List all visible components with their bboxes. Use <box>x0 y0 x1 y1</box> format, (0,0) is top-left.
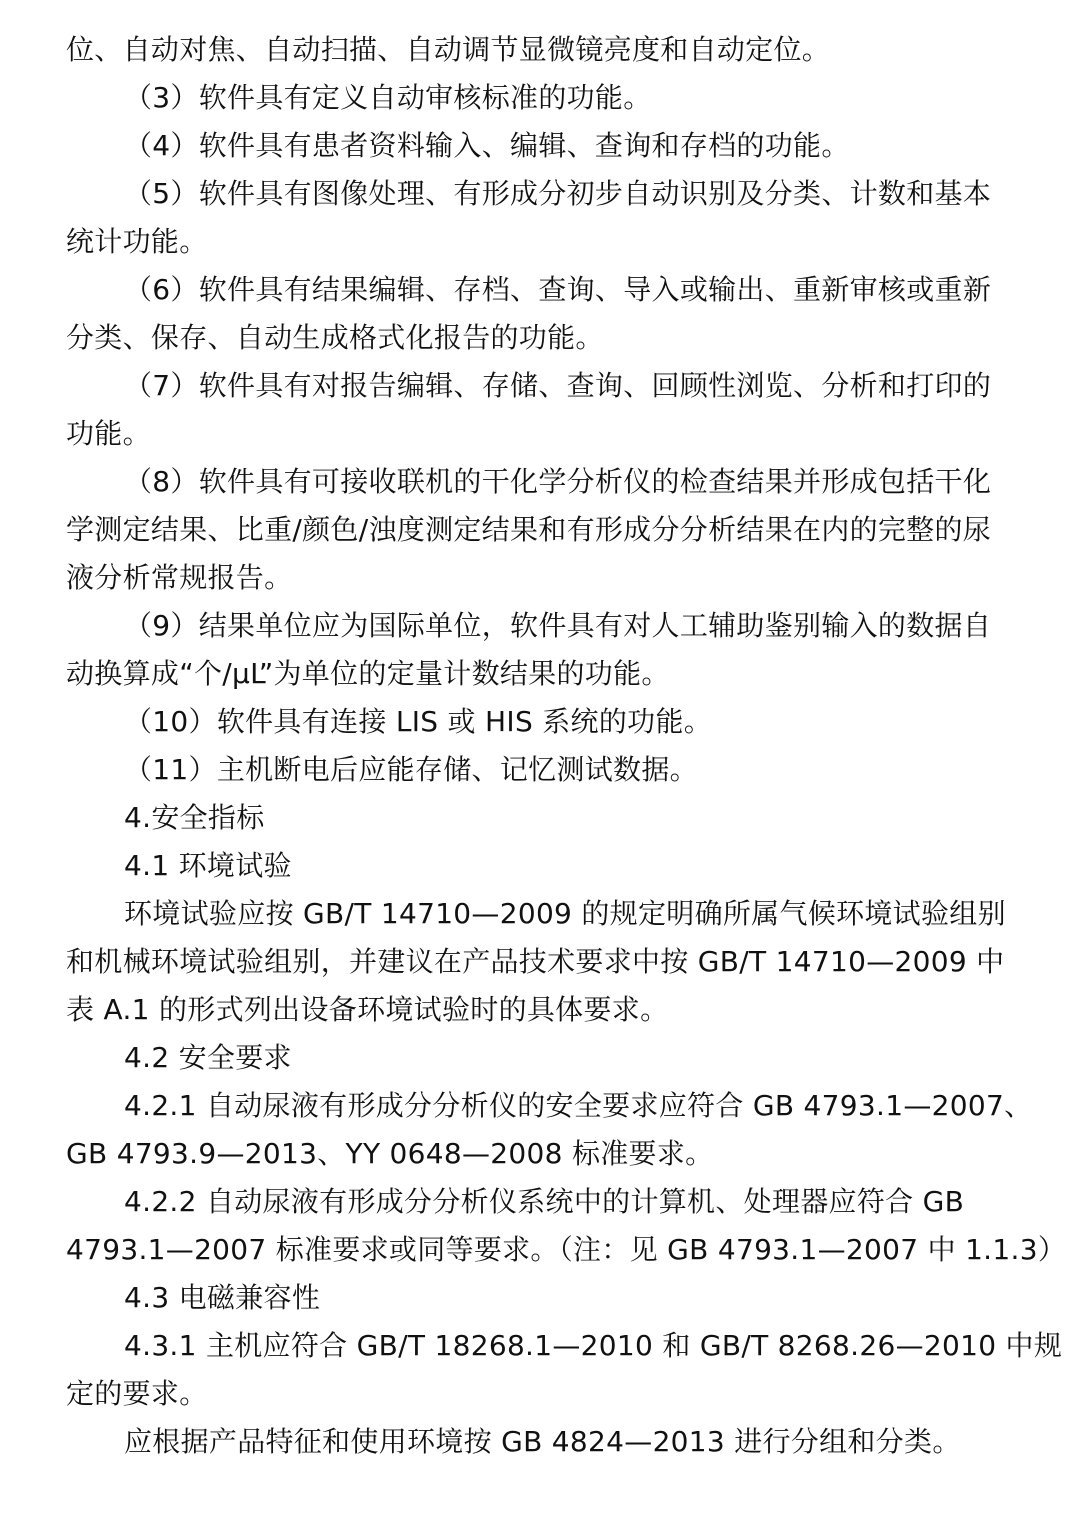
section-4-2-heading: 4.2 安全要求 <box>124 1041 292 1074</box>
item-6-line-1: （6）软件具有结果编辑、存档、查询、导入或输出、重新审核或重新 <box>124 273 992 306</box>
item-6-line-2: 分类、保存、自动生成格式化报告的功能。 <box>66 321 604 354</box>
item-5-line-1: （5）软件具有图像处理、有形成分初步自动识别及分类、计数和基本 <box>124 177 992 210</box>
item-4-line: （4）软件具有患者资料输入、编辑、查询和存档的功能。 <box>124 129 850 162</box>
section-4-1-heading: 4.1 环境试验 <box>124 849 292 882</box>
section-4-3-heading: 4.3 电磁兼容性 <box>124 1281 321 1314</box>
section-4-3-1-line-2: 定的要求。 <box>66 1377 208 1410</box>
section-4-1-line-1: 环境试验应按 GB/T 14710—2009 的规定明确所属气候环境试验组别 <box>124 897 1006 930</box>
item-8-line-1: （8）软件具有可接收联机的干化学分析仪的检查结果并形成包括干化 <box>124 465 992 498</box>
section-4-1-line-2: 和机械环境试验组别，并建议在产品技术要求中按 GB/T 14710—2009 中 <box>66 945 1005 978</box>
section-4-3-1-line-1: 4.3.1 主机应符合 GB/T 18268.1—2010 和 GB/T 8268.26—2010 中规 <box>124 1329 1063 1362</box>
item-8-line-3: 液分析常规报告。 <box>66 561 293 594</box>
item-11-line: （11）主机断电后应能存储、记忆测试数据。 <box>124 753 698 786</box>
item-9-line-2: 动换算成“个/μL”为单位的定量计数结果的功能。 <box>66 657 670 690</box>
item-7-line-2: 功能。 <box>66 417 151 450</box>
item-9-line-1: （9）结果单位应为国际单位，软件具有对人工辅助鉴别输入的数据自 <box>124 609 992 642</box>
section-4-2-2-line-1: 4.2.2 自动尿液有形成分分析仪系统中的计算机、处理器应符合 GB <box>124 1185 965 1218</box>
section-4-1-line-3: 表 A.1 的形式列出设备环境试验时的具体要求。 <box>66 993 669 1026</box>
item-3-line: （3）软件具有定义自动审核标准的功能。 <box>124 81 652 114</box>
section-4-2-1-line-2: GB 4793.9—2013、YY 0648—2008 标准要求。 <box>66 1137 714 1170</box>
final-paragraph-line: 应根据产品特征和使用环境按 GB 4824—2013 进行分组和分类。 <box>124 1425 961 1458</box>
item-5-line-2: 统计功能。 <box>66 225 208 258</box>
section-4-2-2-line-2: 4793.1—2007 标准要求或同等要求。（注：见 GB 4793.1—2007 中 1.1.3） <box>66 1233 1067 1266</box>
item-8-line-2: 学测定结果、比重/颜色/浊度测定结果和有形成分分析结果在内的完整的尿 <box>66 513 992 546</box>
item-7-line-1: （7）软件具有对报告编辑、存储、查询、回顾性浏览、分析和打印的 <box>124 369 992 402</box>
text-line-1: 位、自动对焦、自动扫描、自动调节显微镜亮度和自动定位。 <box>66 33 831 66</box>
item-10-line: （10）软件具有连接 LIS 或 HIS 系统的功能。 <box>124 705 713 738</box>
section-4-2-1-line-1: 4.2.1 自动尿液有形成分分析仪的安全要求应符合 GB 4793.1—2007、 <box>124 1089 1033 1122</box>
section-4-heading: 4.安全指标 <box>124 801 265 834</box>
